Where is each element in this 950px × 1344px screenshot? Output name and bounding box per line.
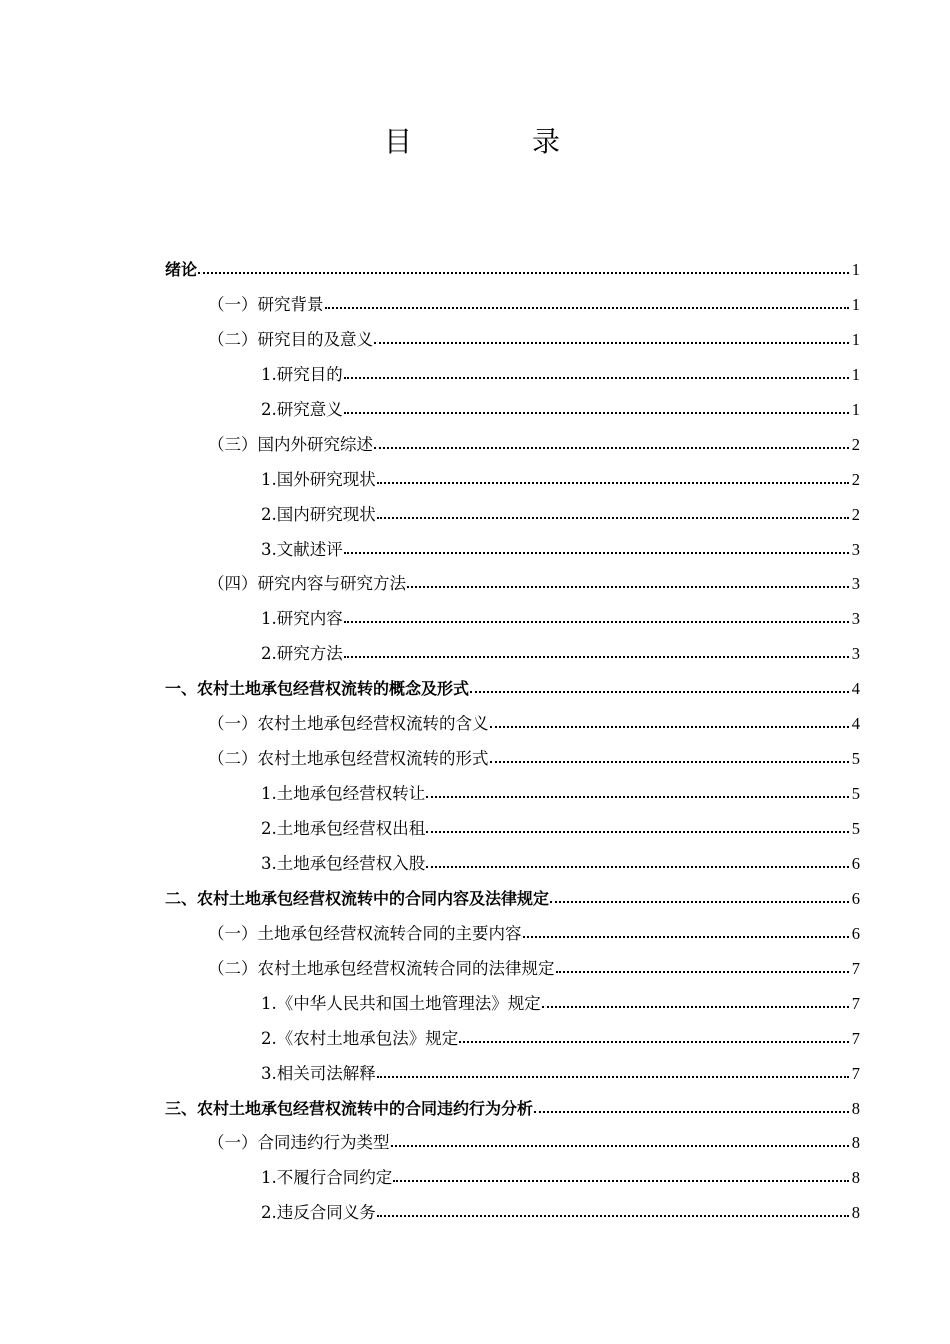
toc-entry-title: （一）合同违约行为类型 <box>208 1133 390 1153</box>
toc-entry-title: 三、农村土地承包经营权流转中的合同违约行为分析 <box>165 1098 534 1118</box>
toc-page-number: 5 <box>851 749 860 769</box>
toc-page-number: 1 <box>851 260 860 279</box>
toc-page-number: 6 <box>851 923 860 943</box>
toc-entry-title: 3.相关司法解释 <box>261 1063 376 1083</box>
toc-entry[interactable] <box>165 637 860 672</box>
toc-entry-title: （一）土地承包经营权流转合同的主要内容 <box>208 923 522 943</box>
toc-dot-leader <box>470 680 849 694</box>
toc-entry[interactable] <box>165 707 860 742</box>
toc-page-number: 3 <box>851 539 860 559</box>
toc-dot-leader <box>534 1100 849 1114</box>
toc-entry[interactable] <box>165 602 860 637</box>
toc-entry-title: 1.土地承包经营权转让 <box>261 784 426 804</box>
toc-entry-title: 1.研究目的 <box>261 364 343 384</box>
toc-entry[interactable] <box>165 672 860 707</box>
toc-entry[interactable] <box>165 1126 860 1161</box>
toc-dot-leader <box>459 1030 849 1044</box>
toc-page-number: 2 <box>851 469 860 489</box>
toc-entry-title: （二）农村土地承包经营权流转的形式 <box>208 749 489 769</box>
toc-dot-leader <box>426 820 849 834</box>
toc-page-number: 1 <box>851 329 860 349</box>
toc-entry[interactable] <box>165 567 860 602</box>
toc-dot-leader <box>523 925 850 939</box>
toc-page-number: 7 <box>851 958 860 978</box>
toc-entry-title: 1.国外研究现状 <box>261 469 376 489</box>
toc-entry-title: （二）研究目的及意义 <box>208 329 373 349</box>
toc-page-number: 1 <box>851 399 860 419</box>
toc-entry[interactable] <box>165 393 860 428</box>
toc-dot-leader <box>344 645 849 659</box>
toc-dot-leader <box>198 261 849 275</box>
toc-entry[interactable] <box>165 358 860 393</box>
toc-entry[interactable] <box>165 952 860 987</box>
toc-entry-title: （一）农村土地承包经营权流转的含义 <box>208 714 489 734</box>
toc-dot-leader <box>542 995 849 1009</box>
toc-entry-title: 一、农村土地承包经营权流转的概念及形式 <box>165 679 470 699</box>
toc-page-number: 8 <box>851 1168 860 1188</box>
toc-page-number: 8 <box>851 1203 860 1223</box>
toc-entry-title: 3.土地承包经营权入股 <box>261 853 426 873</box>
toc-page-number: 2 <box>851 434 860 454</box>
toc-page-number: 8 <box>851 1133 860 1153</box>
toc-entry[interactable] <box>165 533 860 568</box>
toc-page-number: 1 <box>851 364 860 384</box>
toc-dot-leader <box>374 436 849 450</box>
toc-page-number: 6 <box>851 853 860 873</box>
toc-dot-leader <box>374 331 849 345</box>
toc-entry[interactable] <box>165 1057 860 1092</box>
toc-entry[interactable] <box>165 882 860 917</box>
toc-entry-title: 2.国内研究现状 <box>261 504 376 524</box>
toc-dot-leader <box>377 1204 849 1218</box>
toc-entry[interactable] <box>165 777 860 812</box>
toc-page-number: 8 <box>851 1098 860 1118</box>
toc-entry[interactable] <box>165 288 860 323</box>
toc-entry[interactable] <box>165 1196 860 1231</box>
toc-dot-leader <box>344 366 849 380</box>
toc-entry[interactable] <box>165 428 860 463</box>
toc-dot-leader <box>377 471 849 485</box>
toc-dot-leader <box>556 960 850 974</box>
toc-entry-title: 1.不履行合同约定 <box>261 1168 393 1188</box>
toc-entry-title: 2.研究方法 <box>261 644 343 664</box>
toc-dot-leader <box>344 610 849 624</box>
toc-entry[interactable] <box>165 917 860 952</box>
toc-page-number: 3 <box>851 609 860 629</box>
toc-page-number: 3 <box>851 644 860 664</box>
toc-entry-title: 绪论 <box>165 260 198 279</box>
toc-entry[interactable] <box>165 498 860 533</box>
toc-dot-leader <box>550 890 849 904</box>
toc-page-number: 4 <box>851 679 860 699</box>
toc-entry-title: 1.研究内容 <box>261 609 343 629</box>
toc-page-number: 6 <box>851 888 860 908</box>
toc-entry-title: 2.土地承包经营权出租 <box>261 819 426 838</box>
toc-entry[interactable] <box>165 463 860 498</box>
toc-page-number: 2 <box>851 504 860 524</box>
toc-entry[interactable] <box>165 812 860 847</box>
toc-dot-leader <box>490 750 850 764</box>
toc-entry-title: （一）研究背景 <box>208 294 324 314</box>
toc-entry-title: 2.《农村土地承包法》规定 <box>261 1028 459 1048</box>
toc-entry-title: 二、农村土地承包经营权流转中的合同内容及法律规定 <box>165 888 550 908</box>
toc-page-number: 1 <box>851 294 860 314</box>
toc-entry[interactable] <box>165 253 860 288</box>
toc-entry-title: 2.违反合同义务 <box>261 1203 376 1223</box>
toc-page-number: 3 <box>851 574 860 594</box>
toc-page-number: 7 <box>851 993 860 1013</box>
toc-dot-leader <box>393 1169 849 1183</box>
toc-entry[interactable] <box>165 742 860 777</box>
toc-entry[interactable] <box>165 847 860 882</box>
toc-entry[interactable] <box>165 1022 860 1057</box>
toc-page-number: 5 <box>851 784 860 804</box>
toc-entry[interactable] <box>165 1161 860 1196</box>
table-of-contents <box>165 253 860 1231</box>
toc-page-number: 7 <box>851 1063 860 1083</box>
toc-entry-title: （四）研究内容与研究方法 <box>208 574 406 594</box>
toc-dot-leader <box>344 541 849 555</box>
toc-dot-leader <box>391 1134 850 1148</box>
toc-page-number: 4 <box>851 714 860 734</box>
toc-dot-leader <box>490 715 850 729</box>
toc-entry-title: 1.《中华人民共和国土地管理法》规定 <box>261 993 541 1013</box>
toc-entry-title: （三）国内外研究综述 <box>208 434 373 454</box>
toc-entry[interactable] <box>165 1092 860 1127</box>
toc-dot-leader <box>426 855 849 869</box>
toc-page-number: 7 <box>851 1028 860 1048</box>
toc-entry[interactable] <box>165 323 860 358</box>
page-title: 目 录 <box>383 125 606 158</box>
toc-dot-leader <box>344 401 849 415</box>
toc-entry[interactable] <box>165 987 860 1022</box>
toc-dot-leader <box>325 296 850 310</box>
toc-dot-leader <box>377 506 849 520</box>
toc-page-number: 5 <box>851 819 860 838</box>
toc-entry-title: 2.研究意义 <box>261 399 343 419</box>
toc-entry-title: 3.文献述评 <box>261 539 343 559</box>
toc-entry-title: （二）农村土地承包经营权流转合同的法律规定 <box>208 958 555 978</box>
toc-dot-leader <box>407 575 849 589</box>
toc-dot-leader <box>426 785 849 799</box>
toc-dot-leader <box>377 1065 849 1079</box>
